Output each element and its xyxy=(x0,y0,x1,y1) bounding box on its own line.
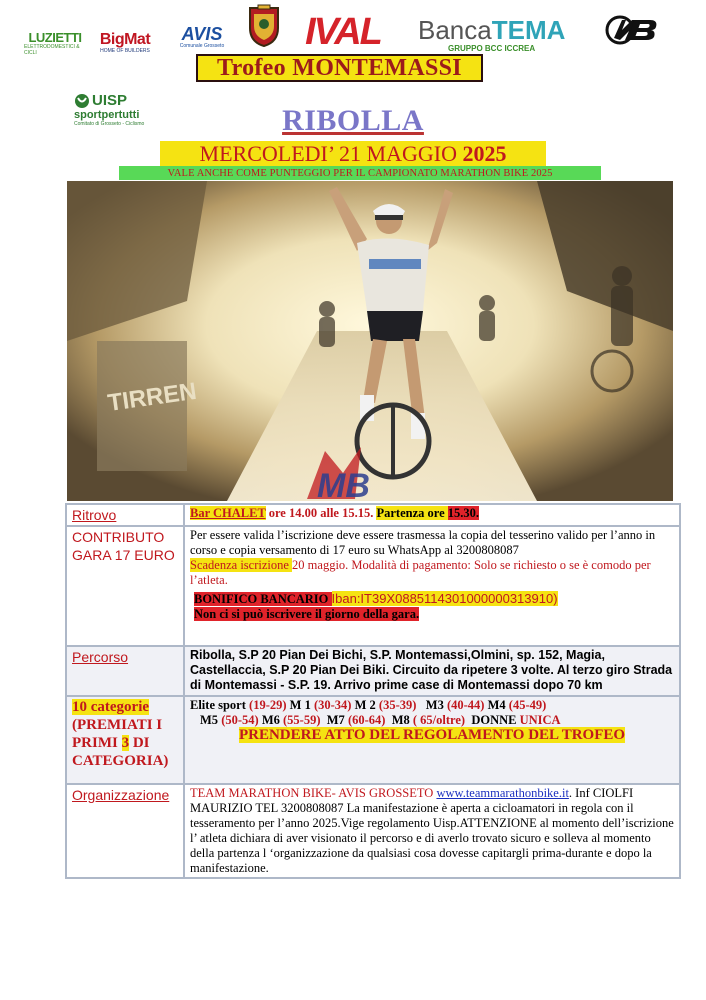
avis-logo xyxy=(178,20,226,54)
scadenza-text xyxy=(190,558,674,588)
categories-line2 xyxy=(190,713,674,728)
bonifico-line xyxy=(190,591,674,607)
category-range: ( 65/oltre) xyxy=(412,713,466,727)
uisp-logo-sub: sportpertutti xyxy=(74,109,140,121)
uisp-logo-sub2: Comitato di Grosseto - Ciclismo xyxy=(74,121,145,127)
contributo-label-line1: CONTRIBUTO xyxy=(72,529,165,545)
contributo-value-cell xyxy=(184,526,680,646)
location-heading-wrap xyxy=(0,104,706,138)
category-name: M 2 xyxy=(351,698,379,712)
crest-icon xyxy=(246,4,282,48)
no-day-line xyxy=(190,607,674,622)
percorso-label: Percorso xyxy=(72,649,129,665)
event-date-banner xyxy=(160,141,546,166)
championship-text: VALE ANCHE COME PUNTEGGIO PER IL CAMPIONATO MARATHON BIKE 2025 xyxy=(167,167,553,179)
percorso-value-cell xyxy=(184,646,680,696)
category-range: (50-54) xyxy=(221,713,259,727)
regolamento-notice xyxy=(190,728,674,743)
race-winner-photo xyxy=(67,181,673,501)
bigmat-logo xyxy=(97,28,153,58)
ritrovo-row xyxy=(66,504,680,526)
category-name: Elite sport xyxy=(190,698,250,712)
iban-value: Iban:IT39X0885114301000000313910) xyxy=(331,591,558,606)
municipal-crest-logo xyxy=(246,4,282,48)
category-name: M4 xyxy=(484,698,509,712)
percorso-row xyxy=(66,646,680,696)
category-name: DONNE xyxy=(465,713,520,727)
partenza-label: Partenza ore xyxy=(376,506,448,520)
categorie-label-three: 3 xyxy=(121,735,130,751)
banca-word: TEMA xyxy=(491,14,566,45)
photo-banner-text: TIRREN xyxy=(106,377,199,417)
banca-tema-logo-text xyxy=(418,16,565,44)
category-range: (40-44) xyxy=(446,698,485,712)
ritrovo-place: Bar CHALET xyxy=(190,506,266,520)
organizzazione-value-cell xyxy=(184,784,680,878)
categorie-row xyxy=(66,696,680,784)
organizzazione-label: Organizzazione xyxy=(72,787,170,803)
category-name: M6 xyxy=(258,713,283,727)
luzietti-logo xyxy=(24,30,86,56)
categories-line1 xyxy=(190,698,674,713)
trofeo-title: Trofeo MONTEMASSI xyxy=(217,54,462,81)
categorie-label-line3 xyxy=(72,734,178,752)
trofeo-title-banner xyxy=(196,54,483,82)
categorie-label-primi: PRIMI xyxy=(72,735,122,751)
ival-logo xyxy=(300,10,386,54)
contributo-text: Per essere valida l’iscrizione deve essere trasmessa la copia del tesserino valido per l’anno in corso e copia versamento di 17 euro su WhatsApp al 3200808087 xyxy=(190,528,656,557)
categorie-label-line4: CATEGORIA) xyxy=(72,753,169,769)
category-range: (35-39) xyxy=(378,698,417,712)
categorie-label-cell xyxy=(66,696,184,784)
championship-banner xyxy=(119,166,601,180)
contributo-label-cell xyxy=(66,526,184,646)
location-heading: RIBOLLA xyxy=(282,104,424,137)
category-name: M5 xyxy=(200,713,222,727)
marathon-bike-logo xyxy=(604,12,662,48)
organizer-text: . Inf CIOLFI MAURIZIO TEL 3200808087 La manifestazione è aperta a cicloamatori in regola con il tesseramento per l’anno 2025.Vige regolamento Uisp.ATTENZIONE al momento dell’iscrizione l’ atleta dichiara di aver visionato il percorso e di averlo trovato sicuro e solleva al momento della partenza l ‘organizzazione da qualsiasi cosa dovesse capitargli prima-durante e dopo la manifestazione. xyxy=(190,786,674,875)
photo-mb-text: MB xyxy=(317,467,370,501)
category-name: M3 xyxy=(416,698,447,712)
ival-logo-text: IVAL xyxy=(305,10,381,53)
bigmat-logo-text: BigMat xyxy=(99,30,151,48)
category-name: M8 xyxy=(385,713,413,727)
banca-tema-logo-sub: GRUPPO BCC ICCREA xyxy=(448,43,536,53)
categorie-label-di: DI xyxy=(129,735,150,751)
event-date-year: 2025 xyxy=(462,140,507,166)
uisp-logo-text: UISP xyxy=(92,92,128,109)
scadenza-rest: 20 maggio. Modalità di pagamento: Solo se richiesto o se è comodo per l’atleta. xyxy=(190,558,651,587)
no-day-text: Non ci si può iscrivere il giorno della gara. xyxy=(194,607,420,621)
ritrovo-label-cell xyxy=(66,504,184,526)
organizer-website-link[interactable]: www.teammarathonbike.it xyxy=(436,786,569,800)
banca-prefix: Banca xyxy=(418,14,492,45)
organizzazione-label-cell xyxy=(66,784,184,878)
category-range: (30-34) xyxy=(313,698,352,712)
avis-logo-text: AVIS xyxy=(181,23,223,44)
category-range: (55-59) xyxy=(283,713,321,727)
luzietti-logo-text: LUZIETTI xyxy=(28,29,82,45)
ritrovo-value-cell xyxy=(184,504,680,526)
bigmat-logo-sub: HOME OF BUILDERS xyxy=(100,47,150,54)
ritrovo-time: ore 14.00 alle 15.15. xyxy=(265,506,377,520)
partenza-time: 15.30. xyxy=(447,506,479,520)
category-range: (19-29) xyxy=(249,698,287,712)
categorie-value-cell xyxy=(184,696,680,784)
event-date-text: MERCOLEDI’ 21 MAGGIO xyxy=(199,140,463,166)
contributo-label-line2: GARA 17 EURO xyxy=(72,547,175,563)
percorso-text: Ribolla, S.P 20 Pian Dei Bichi, S.P. Montemassi,Olmini, sp. 152, Magia, Castellaccia, S.P 20 Pian Dei Biki. Circuito da ripetere 3 volte. Al terzo giro Strada di Montemassi - S.P. 19. Arrivo prime case di Montemassi dopo 70 km xyxy=(190,648,673,692)
event-date xyxy=(200,141,507,167)
bonifico-label: BONIFICO BANCARIO xyxy=(194,592,332,606)
contributo-row xyxy=(66,526,680,646)
avis-logo-sub: Comunale Grosseto xyxy=(179,42,225,49)
categorie-label-line2: (PREMIATI I xyxy=(72,717,163,733)
organizer-team: TEAM MARATHON BIKE- AVIS GROSSETO xyxy=(190,786,437,800)
categorie-label-line1: 10 categorie xyxy=(72,699,150,715)
race-info-table xyxy=(65,503,681,879)
regolamento-text: PRENDERE ATTO DEL REGOLAMENTO DEL TROFEO xyxy=(238,727,626,743)
mb-emblem-icon xyxy=(604,12,662,48)
category-range: (60-64) xyxy=(347,713,386,727)
cyclist-photo-image xyxy=(67,181,673,501)
scadenza-highlight: Scadenza iscrizione xyxy=(190,558,293,572)
category-range: (45-49) xyxy=(508,698,547,712)
ritrovo-label: Ritrovo xyxy=(72,507,117,523)
percorso-label-cell xyxy=(66,646,184,696)
category-name: M 1 xyxy=(286,698,314,712)
luzietti-logo-sub: ELETTRODOMESTICI & CICLI xyxy=(24,43,80,56)
category-name: M7 xyxy=(320,713,348,727)
organizzazione-row xyxy=(66,784,680,878)
banca-tema-logo xyxy=(418,12,578,56)
category-range: UNICA xyxy=(519,713,561,727)
